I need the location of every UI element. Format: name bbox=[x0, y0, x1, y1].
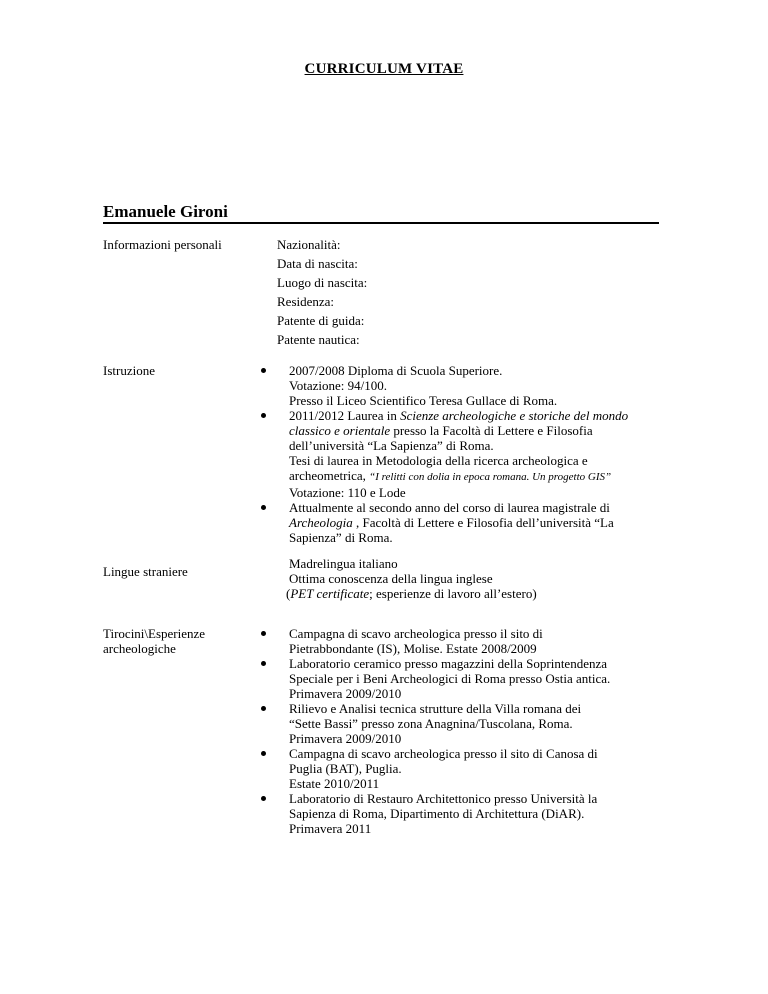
internship-item: Laboratorio di Restauro Architettonico presso Università la Sapienza di Roma, Dipartimento di Architettura (DiAR). Primavera 2011 bbox=[275, 791, 663, 836]
internship-item: Campagna di scavo archeologica presso il sito di Pietrabbondante (IS), Molise. Estate 2008/2009 bbox=[275, 626, 663, 656]
languages-content bbox=[286, 556, 677, 601]
language-note: (PET certificate; esperienze di lavoro all’estero) bbox=[286, 586, 537, 601]
internship-item: Laboratorio ceramico presso magazzini della Soprintendenza Speciale per i Beni Archeologici di Roma presso Ostia antica. Primavera 2009/2010 bbox=[275, 656, 663, 701]
document-title: CURRICULUM VITAE bbox=[304, 61, 464, 77]
field-driving-license: Patente di guida: bbox=[277, 313, 365, 328]
education-item-master: Attualmente al secondo anno del corso di laurea magistrale di Archeologia , Facoltà di Lettere e Filosofia dell’università “La Sapienza” di Roma. bbox=[275, 500, 663, 545]
section-label-personal: Informazioni personali bbox=[103, 237, 222, 252]
section-label-languages: Lingue straniere bbox=[103, 564, 188, 579]
section-label-internships: Tirocini\Esperienze archeologiche bbox=[103, 626, 206, 656]
field-nationality: Nazionalità: bbox=[277, 237, 341, 252]
section-label-education: Istruzione bbox=[103, 363, 155, 378]
internship-item: Campagna di scavo archeologica presso il sito di Canosa di Puglia (BAT), Puglia. Estate 2010/2011 bbox=[275, 746, 663, 791]
field-boat-license: Patente nautica: bbox=[277, 332, 360, 347]
education-item-diploma: 2007/2008 Diploma di Scuola Superiore. Votazione: 94/100. Presso il Liceo Scientifico Teresa Gullace di Roma. bbox=[275, 363, 663, 408]
name-heading-block bbox=[103, 202, 659, 224]
thesis-title: “I relitti con dolia in epoca romana. Un progetto GIS” bbox=[369, 471, 612, 483]
field-residence: Residenza: bbox=[277, 294, 335, 309]
field-birth-date: Data di nascita: bbox=[277, 256, 358, 271]
field-birth-place: Luogo di nascita: bbox=[277, 275, 368, 290]
education-item-degree: 2011/2012 Laurea in Scienze archeologiche e storiche del mondo classico e orientale presso la Facoltà di Lettere e Filosofia dell’università “La Sapienza” di Roma. Tesi di laurea in Metodologia della ricerca archeologica e archeometrica, “I relitti con dolia in epoca romana. Un progetto GIS” Votazione: 110 e Lode bbox=[275, 408, 663, 500]
personal-fields bbox=[277, 237, 665, 351]
language-native: Madrelingua italiano bbox=[289, 556, 398, 571]
person-name: Emanuele Gironi bbox=[103, 202, 228, 221]
internship-item: Rilievo e Analisi tecnica strutture della Villa romana dei “Sette Bassi” presso zona Anagnina/Tuscolana, Roma. Primavera 2009/2010 bbox=[275, 701, 663, 746]
education-list bbox=[275, 363, 663, 545]
internships-list bbox=[275, 626, 663, 836]
language-english: Ottima conoscenza della lingua inglese bbox=[289, 571, 493, 586]
